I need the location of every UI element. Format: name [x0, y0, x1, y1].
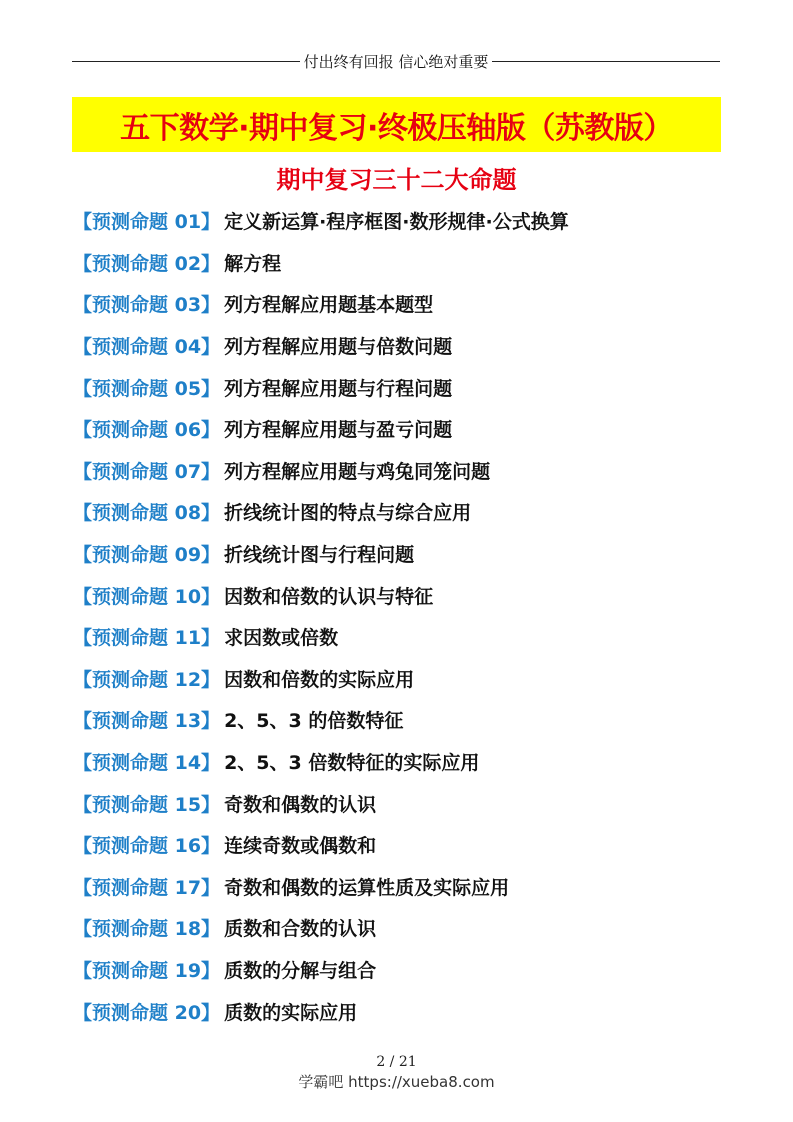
page-subtitle: 期中复习三十二大命题: [276, 166, 517, 194]
topic-item: [73, 366, 733, 408]
topic-tag: 【预测命题 04】: [73, 336, 221, 359]
topic-text: 折线统计图的特点与综合应用: [224, 502, 472, 525]
title-banner: [72, 97, 721, 152]
topic-item: [73, 824, 733, 866]
topic-tag: 【预测命题 14】: [73, 752, 221, 775]
header-rule-right: [492, 61, 720, 62]
topic-text: 奇数和偶数的运算性质及实际应用: [224, 876, 510, 899]
topic-item: [73, 616, 733, 658]
topic-tag: 【预测命题 01】: [73, 211, 221, 234]
topic-text: 质数的分解与组合: [224, 959, 377, 982]
topic-text: 解方程: [224, 252, 282, 275]
topic-text: 列方程解应用题与鸡兔同笼问题: [224, 460, 491, 483]
topic-item: [73, 325, 733, 367]
topic-text: 2、5、3 的倍数特征: [224, 710, 404, 733]
topic-item: [73, 866, 733, 908]
topic-item: [73, 450, 733, 492]
topic-text: 奇数和偶数的认识: [224, 793, 377, 816]
topic-item: [73, 200, 733, 242]
header-motto-line: [72, 50, 720, 72]
topic-tag: 【预测命题 10】: [73, 585, 221, 608]
topic-item: [73, 658, 733, 700]
topic-item: [73, 990, 733, 1032]
topic-tag: 【预测命题 16】: [73, 835, 221, 858]
topic-item: [73, 907, 733, 949]
topic-tag: 【预测命题 18】: [73, 918, 221, 941]
site-watermark: 学霸吧 https://xueba8.com: [298, 1073, 495, 1091]
topic-tag: 【预测命题 20】: [73, 1001, 221, 1024]
topic-tag: 【预测命题 12】: [73, 668, 221, 691]
topic-text: 因数和倍数的认识与特征: [224, 585, 434, 608]
topic-tag: 【预测命题 06】: [73, 419, 221, 442]
topic-text: 因数和倍数的实际应用: [224, 668, 415, 691]
topic-tag: 【预测命题 02】: [73, 252, 221, 275]
topic-tag: 【预测命题 08】: [73, 502, 221, 525]
topic-list: [73, 200, 733, 1032]
topic-item: [73, 782, 733, 824]
topic-text: 质数的实际应用: [224, 1001, 358, 1024]
topic-text: 求因数或倍数: [224, 627, 339, 650]
topic-tag: 【预测命题 15】: [73, 793, 221, 816]
topic-tag: 【预测命题 11】: [73, 627, 221, 650]
topic-text: 列方程解应用题与盈亏问题: [224, 419, 453, 442]
topic-tag: 【预测命题 03】: [73, 294, 221, 317]
topic-item: [73, 408, 733, 450]
topic-tag: 【预测命题 17】: [73, 876, 221, 899]
topic-text: 折线统计图与行程问题: [224, 544, 415, 567]
topic-item: [73, 574, 733, 616]
topic-item: [73, 949, 733, 991]
topic-item: [73, 533, 733, 575]
topic-text: 连续奇数或偶数和: [224, 835, 377, 858]
topic-text: 列方程解应用题与倍数问题: [224, 336, 453, 359]
topic-text: 列方程解应用题与行程问题: [224, 377, 453, 400]
topic-text: 定义新运算·程序框图·数形规律·公式换算: [224, 211, 569, 234]
topic-item: [73, 283, 733, 325]
topic-tag: 【预测命题 13】: [73, 710, 221, 733]
topic-text: 2、5、3 倍数特征的实际应用: [224, 752, 480, 775]
topic-text: 列方程解应用题基本题型: [224, 294, 434, 317]
topic-item: [73, 741, 733, 783]
page-number: 2 / 21: [376, 1054, 417, 1070]
topic-item: [73, 491, 733, 533]
topic-text: 质数和合数的认识: [224, 918, 377, 941]
header-motto: 付出终有回报 信心绝对重要: [303, 52, 489, 71]
topic-tag: 【预测命题 09】: [73, 544, 221, 567]
header-rule-left: [72, 61, 300, 62]
topic-item: [73, 242, 733, 284]
page-title: 五下数学·期中复习·终极压轴版（苏教版）: [120, 110, 673, 146]
topic-tag: 【预测命题 05】: [73, 377, 221, 400]
topic-tag: 【预测命题 07】: [73, 460, 221, 483]
topic-item: [73, 699, 733, 741]
topic-tag: 【预测命题 19】: [73, 959, 221, 982]
